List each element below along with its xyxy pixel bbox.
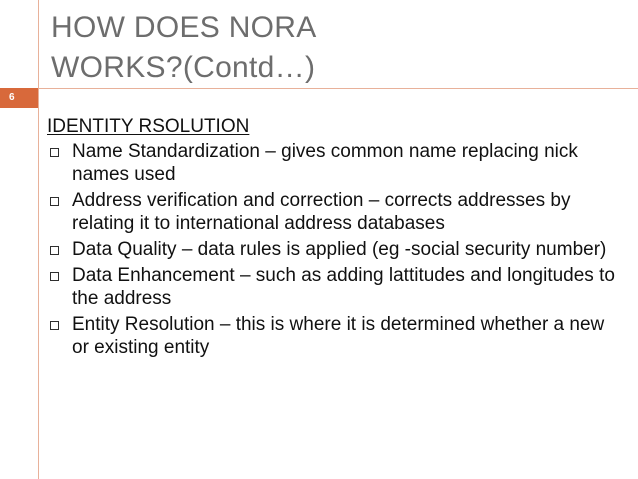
hollow-square-icon bbox=[50, 246, 59, 255]
title-line-2: WORKS?(Contd…) bbox=[51, 51, 316, 84]
horizontal-rule bbox=[0, 88, 638, 89]
hollow-square-icon bbox=[50, 272, 59, 281]
slide-content bbox=[47, 115, 617, 362]
title-line-1: HOW DOES NORA bbox=[51, 11, 317, 44]
bullet-text: Data Enhancement – such as adding lattitudes and longitudes to the address bbox=[72, 265, 615, 309]
bullet-item bbox=[47, 189, 617, 235]
hollow-square-icon bbox=[50, 148, 59, 157]
slide-number: 6 bbox=[0, 88, 38, 108]
bullet-item bbox=[47, 238, 617, 261]
bullet-item bbox=[47, 313, 617, 359]
bullet-text: Entity Resolution – this is where it is determined whether a new or existing entity bbox=[72, 314, 605, 358]
bullet-text: Name Standardization – gives common name replacing nick names used bbox=[72, 141, 578, 185]
bullet-text: Address verification and correction – corrects addresses by relating it to international address databases bbox=[72, 190, 571, 234]
hollow-square-icon bbox=[50, 321, 59, 330]
bullet-item bbox=[47, 264, 617, 310]
bullet-item bbox=[47, 140, 617, 186]
vertical-rule bbox=[38, 0, 39, 479]
slide-title bbox=[51, 8, 611, 88]
hollow-square-icon bbox=[50, 197, 59, 206]
section-heading: IDENTITY RSOLUTION bbox=[47, 116, 250, 137]
bullet-list bbox=[47, 140, 617, 359]
bullet-text: Data Quality – data rules is applied (eg -social security number) bbox=[72, 239, 607, 260]
